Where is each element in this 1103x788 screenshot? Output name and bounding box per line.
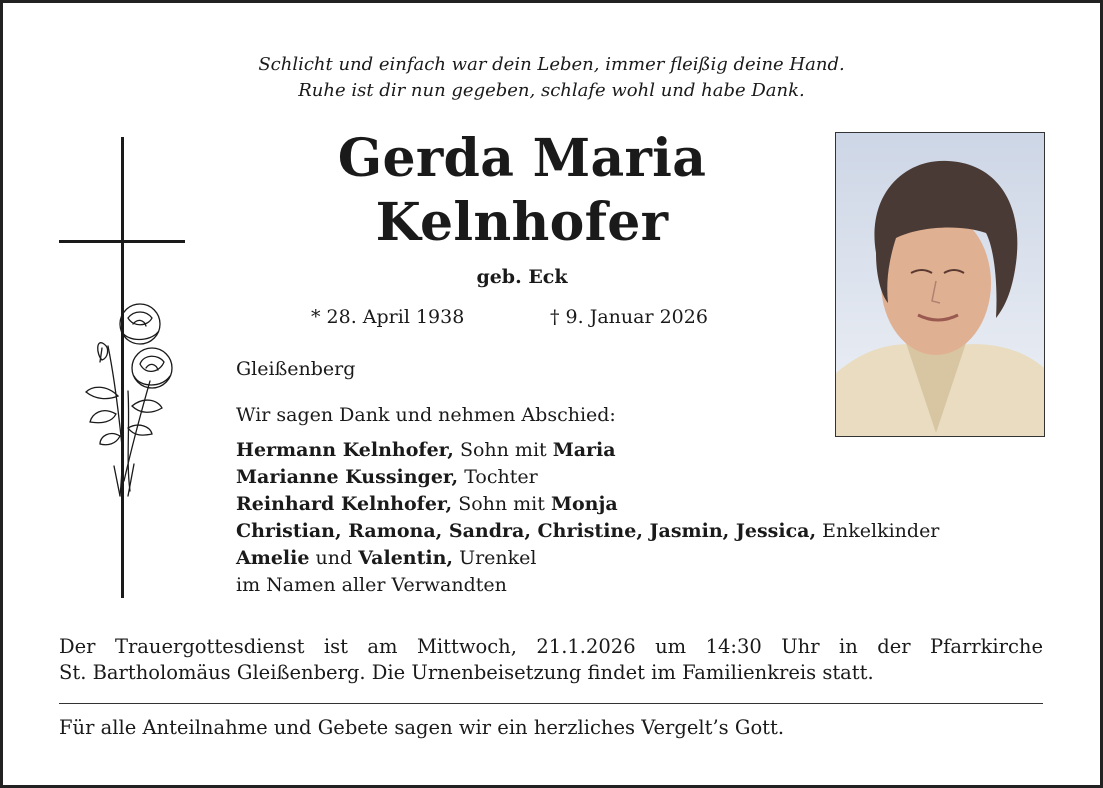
mourner-relation: Tochter	[458, 466, 538, 488]
service-line-2: St. Bartholomäus Gleißenberg. Die Urnenbeisetzung findet im Familienkreis statt.	[59, 661, 874, 684]
grandchildren-names: Christian, Ramona, Sandra, Christine, Jasmin, Jessica,	[236, 520, 817, 542]
mourner-line-3	[236, 493, 618, 515]
mourner-line-2	[236, 466, 538, 488]
service-line-1: Der Trauergottesdienst ist am Mittwoch, 21.1.2026 um 14:30 Uhr in der Pfarrkirche	[59, 635, 1043, 658]
conjunction: und	[309, 547, 359, 569]
birth-date: * 28. April 1938	[311, 306, 465, 328]
great-grandchild-name: Valentin,	[358, 547, 454, 569]
mourner-relation: Enkelkinder	[816, 520, 940, 542]
mourner-line-5	[236, 547, 537, 569]
mourner-partner: Monja	[550, 493, 618, 515]
deceased-first-names: Gerda Maria	[337, 128, 707, 189]
mourner-name: Marianne Kussinger,	[236, 466, 459, 488]
mourner-line-1	[236, 439, 616, 461]
farewell-intro: Wir sagen Dank und nehmen Abschied:	[236, 404, 616, 426]
mourner-relation: Sohn mit	[452, 493, 551, 515]
deceased-surname: Kelnhofer	[375, 192, 669, 253]
mourner-line-4	[236, 520, 939, 542]
divider	[59, 703, 1043, 704]
service-info	[59, 634, 1043, 686]
place-of-residence: Gleißenberg	[236, 358, 356, 380]
portrait-photo	[835, 132, 1045, 437]
roses-icon	[78, 296, 188, 501]
mourner-relation: Sohn mit	[453, 439, 553, 461]
maiden-name: geb. Eck	[476, 266, 568, 288]
thanks-line: Für alle Anteilnahme und Gebete sagen wir ein herzliches Vergelt’s Gott.	[59, 716, 785, 739]
mourner-line-6: im Namen aller Verwandten	[236, 574, 507, 596]
poem-line-2: Ruhe ist dir nun gegeben, schlafe wohl und habe Dank.	[298, 80, 805, 101]
cross-bar	[59, 240, 185, 243]
mourner-name: Reinhard Kelnhofer,	[236, 493, 453, 515]
great-grandchild-name: Amelie	[236, 547, 310, 569]
mourner-partner: Maria	[552, 439, 616, 461]
poem-line-1: Schlicht und einfach war dein Leben, immer fleißig deine Hand.	[258, 54, 845, 75]
death-date: † 9. Januar 2026	[550, 306, 708, 328]
mourner-relation: Urenkel	[453, 547, 537, 569]
mourner-name: Hermann Kelnhofer,	[236, 439, 454, 461]
